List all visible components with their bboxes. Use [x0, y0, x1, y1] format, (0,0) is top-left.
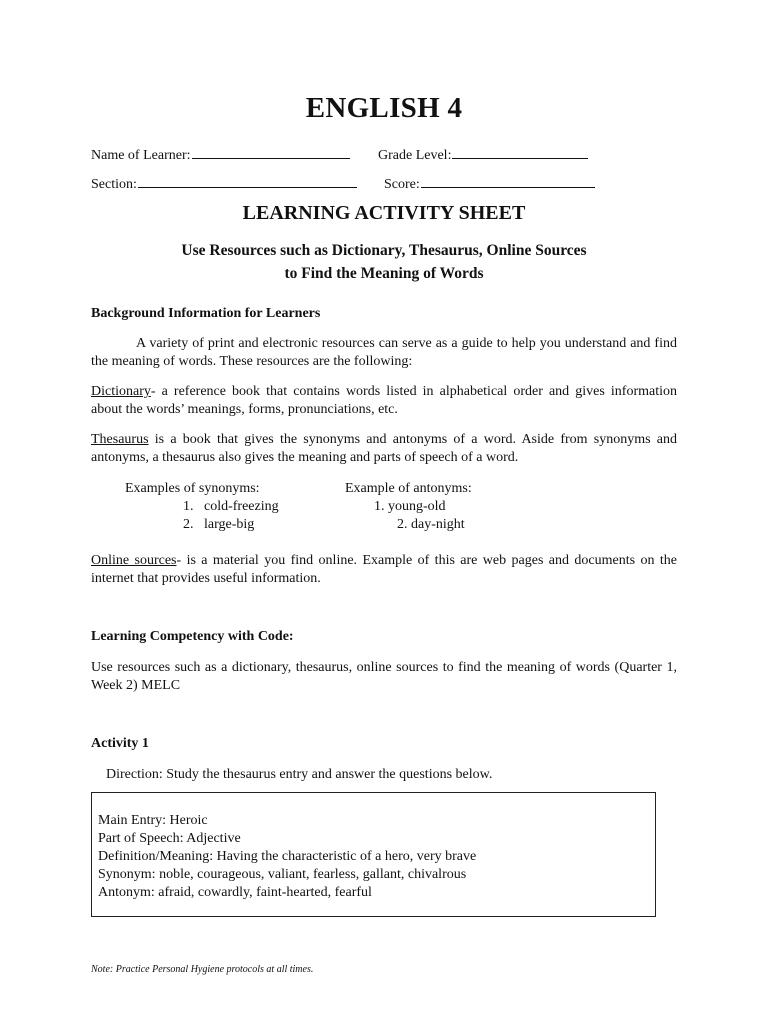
thesaurus-text: is a book that gives the synonyms and antonyms of a word. Aside from synonyms and antonyms, a thesaurus also gives the meaning and parts of speech of a word. [91, 432, 677, 465]
synonym-line: Synonym: noble, courageous, valiant, fearless, gallant, chivalrous [98, 867, 467, 882]
score-field [384, 173, 595, 193]
background-heading: Background Information for Learners [91, 306, 321, 321]
part-of-speech: Part of Speech: Adjective [98, 831, 241, 846]
synonym-item-2-text: large-big [204, 517, 255, 532]
online-sources-term: Online sources [91, 553, 177, 568]
competency-text-body: Use resources such as a dictionary, thesaurus, online sources to find the meaning of words (Quarter 1, Week 2) MELC [91, 660, 677, 693]
activity-direction: Direction: Study the thesaurus entry and answer the questions below. [106, 767, 493, 782]
footer-note: Note: Practice Personal Hygiene protocols at all times. [91, 964, 314, 975]
name-of-learner-field [91, 144, 350, 164]
synonym-item-1-text: cold-freezing [204, 499, 279, 514]
antonym-item-2-text: day-night [411, 517, 465, 532]
background-intro [91, 335, 677, 371]
subtitle-line-1: Use Resources such as Dictionary, Thesaurus, Online Sources [181, 242, 587, 259]
antonym-item-1: 1. young-old [374, 499, 446, 514]
thesaurus-term: Thesaurus [91, 432, 149, 447]
section-field [91, 173, 357, 193]
synonyms-heading: Examples of synonyms: [125, 481, 260, 496]
page-title: ENGLISH 4 [305, 92, 463, 124]
competency-heading: Learning Competency with Code: [91, 629, 294, 644]
grade-level-blank[interactable] [452, 144, 588, 159]
online-sources-definition [91, 552, 677, 588]
synonym-item-1: 1. cold-freezing [183, 499, 279, 514]
thesaurus-definition [91, 431, 677, 467]
dictionary-term: Dictionary [91, 384, 151, 399]
thesaurus-entry-box [91, 792, 656, 917]
dictionary-text: - a reference book that contains words listed in alphabetical order and gives information about the words’ meanings, forms, pronunciations, etc. [91, 384, 677, 417]
antonym-item-2: 2. day-night [397, 517, 465, 532]
activity-heading: Activity 1 [91, 736, 149, 751]
sheet-title: LEARNING ACTIVITY SHEET [242, 202, 526, 224]
section-label: Section: [91, 177, 137, 192]
score-label: Score: [384, 177, 420, 192]
background-intro-text: A variety of print and electronic resources can serve as a guide to help you understand and find the meaning of words. These resources are the following: [91, 336, 677, 369]
synonym-item-2: 2. large-big [183, 517, 255, 532]
main-entry: Main Entry: Heroic [98, 813, 208, 828]
dictionary-definition [91, 383, 677, 419]
score-blank[interactable] [421, 173, 595, 188]
antonym-item-1-text: young-old [388, 499, 446, 514]
antonym-line: Antonym: afraid, cowardly, faint-hearted, fearful [98, 885, 372, 900]
competency-text [91, 659, 677, 695]
online-sources-text: - is a material you find online. Example of this are web pages and documents on the internet that provides useful information. [91, 553, 677, 586]
antonyms-heading: Example of antonyms: [345, 481, 472, 496]
subtitle-line-2: to Find the Meaning of Words [284, 265, 484, 282]
subtitle [0, 239, 768, 285]
definition: Definition/Meaning: Having the characteristic of a hero, very brave [98, 849, 477, 864]
section-blank[interactable] [138, 173, 357, 188]
grade-level-field [378, 144, 588, 164]
name-of-learner-blank[interactable] [192, 144, 350, 159]
grade-level-label: Grade Level: [378, 148, 452, 163]
name-of-learner-label: Name of Learner: [91, 148, 191, 163]
